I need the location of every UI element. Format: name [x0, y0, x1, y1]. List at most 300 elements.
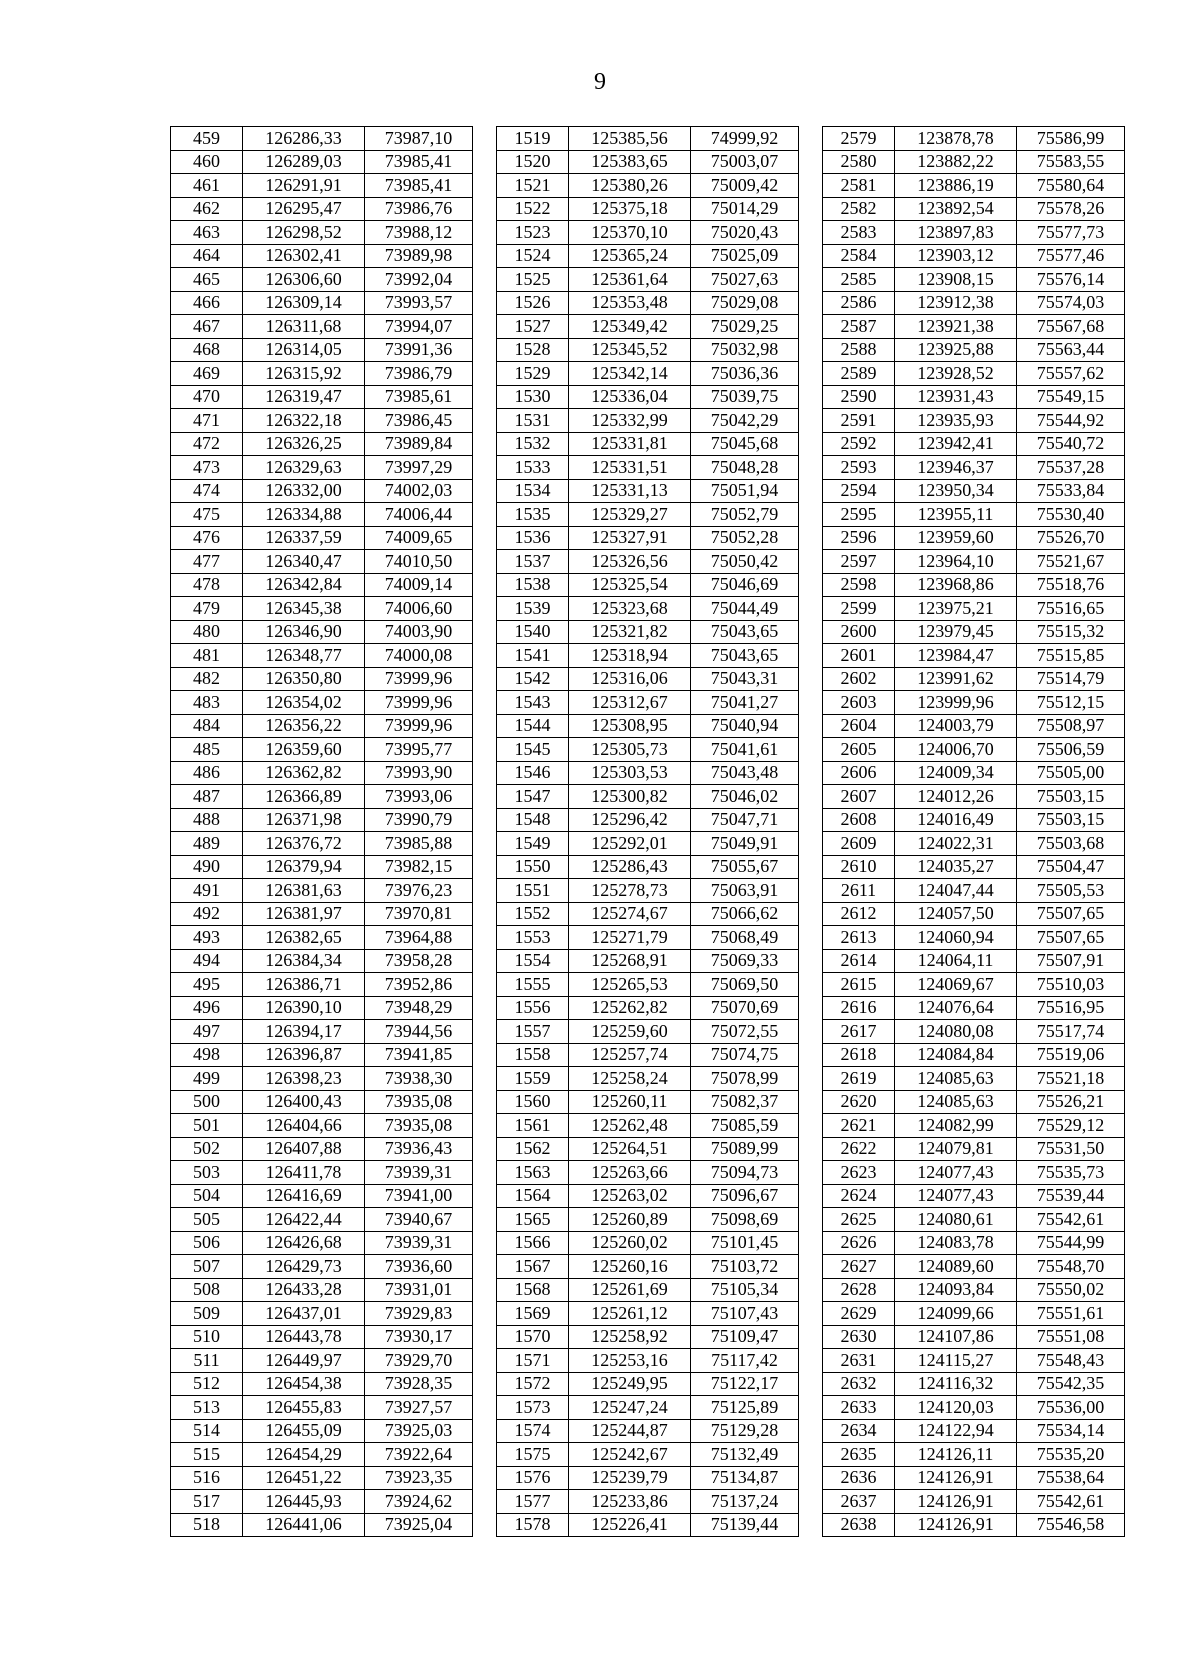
- point-number-cell: 511: [171, 1349, 243, 1373]
- table-row: [171, 221, 1125, 245]
- point-number-cell: 1561: [497, 1114, 569, 1138]
- point-number-cell: 2636: [823, 1466, 895, 1490]
- y-coordinate-cell: 75134,87: [691, 1466, 799, 1490]
- x-coordinate-cell: 126381,97: [243, 902, 365, 926]
- y-coordinate-cell: 75506,59: [1017, 738, 1125, 762]
- column-spacer: [473, 1067, 497, 1091]
- y-coordinate-cell: 73935,08: [365, 1090, 473, 1114]
- point-number-cell: 1546: [497, 761, 569, 785]
- y-coordinate-cell: 75046,69: [691, 573, 799, 597]
- x-coordinate-cell: 123959,60: [895, 526, 1017, 550]
- table-row: [171, 996, 1125, 1020]
- column-spacer: [799, 1137, 823, 1161]
- x-coordinate-cell: 123897,83: [895, 221, 1017, 245]
- column-spacer: [473, 926, 497, 950]
- table-row: [171, 597, 1125, 621]
- table-row: [171, 503, 1125, 527]
- point-number-cell: 473: [171, 456, 243, 480]
- x-coordinate-cell: 123955,11: [895, 503, 1017, 527]
- x-coordinate-cell: 125375,18: [569, 197, 691, 221]
- y-coordinate-cell: 74006,44: [365, 503, 473, 527]
- y-coordinate-cell: 73931,01: [365, 1278, 473, 1302]
- column-spacer: [799, 1184, 823, 1208]
- point-number-cell: 1576: [497, 1466, 569, 1490]
- x-coordinate-cell: 125257,74: [569, 1043, 691, 1067]
- y-coordinate-cell: 73929,70: [365, 1349, 473, 1373]
- column-spacer: [473, 1020, 497, 1044]
- point-number-cell: 507: [171, 1255, 243, 1279]
- column-spacer: [473, 456, 497, 480]
- column-spacer: [799, 738, 823, 762]
- y-coordinate-cell: 75139,44: [691, 1513, 799, 1537]
- coordinates-table-body: [171, 127, 1125, 1537]
- point-number-cell: 1550: [497, 855, 569, 879]
- table-row: [171, 761, 1125, 785]
- x-coordinate-cell: 125312,67: [569, 691, 691, 715]
- point-number-cell: 2624: [823, 1184, 895, 1208]
- point-number-cell: 1523: [497, 221, 569, 245]
- y-coordinate-cell: 75129,28: [691, 1419, 799, 1443]
- y-coordinate-cell: 74000,08: [365, 644, 473, 668]
- y-coordinate-cell: 75055,67: [691, 855, 799, 879]
- point-number-cell: 1544: [497, 714, 569, 738]
- y-coordinate-cell: 75029,25: [691, 315, 799, 339]
- column-spacer: [799, 432, 823, 456]
- point-number-cell: 486: [171, 761, 243, 785]
- point-number-cell: 1531: [497, 409, 569, 433]
- x-coordinate-cell: 125331,81: [569, 432, 691, 456]
- x-coordinate-cell: 125262,48: [569, 1114, 691, 1138]
- y-coordinate-cell: 75040,94: [691, 714, 799, 738]
- y-coordinate-cell: 75050,42: [691, 550, 799, 574]
- y-coordinate-cell: 73986,45: [365, 409, 473, 433]
- x-coordinate-cell: 126356,22: [243, 714, 365, 738]
- column-spacer: [799, 150, 823, 174]
- point-number-cell: 489: [171, 832, 243, 856]
- y-coordinate-cell: 73940,67: [365, 1208, 473, 1232]
- column-spacer: [799, 1419, 823, 1443]
- y-coordinate-cell: 75542,61: [1017, 1490, 1125, 1514]
- y-coordinate-cell: 75533,84: [1017, 479, 1125, 503]
- y-coordinate-cell: 75507,65: [1017, 902, 1125, 926]
- x-coordinate-cell: 124089,60: [895, 1255, 1017, 1279]
- point-number-cell: 502: [171, 1137, 243, 1161]
- point-number-cell: 500: [171, 1090, 243, 1114]
- table-row: [171, 1114, 1125, 1138]
- y-coordinate-cell: 75539,44: [1017, 1184, 1125, 1208]
- column-spacer: [473, 573, 497, 597]
- point-number-cell: 505: [171, 1208, 243, 1232]
- point-number-cell: 2579: [823, 127, 895, 151]
- table-row: [171, 973, 1125, 997]
- point-number-cell: 478: [171, 573, 243, 597]
- point-number-cell: 1536: [497, 526, 569, 550]
- y-coordinate-cell: 75557,62: [1017, 362, 1125, 386]
- column-spacer: [799, 1090, 823, 1114]
- y-coordinate-cell: 73986,76: [365, 197, 473, 221]
- y-coordinate-cell: 75574,03: [1017, 291, 1125, 315]
- column-spacer: [473, 738, 497, 762]
- column-spacer: [799, 127, 823, 151]
- point-number-cell: 1542: [497, 667, 569, 691]
- point-number-cell: 1558: [497, 1043, 569, 1067]
- column-spacer: [473, 597, 497, 621]
- x-coordinate-cell: 125263,66: [569, 1161, 691, 1185]
- point-number-cell: 2588: [823, 338, 895, 362]
- column-spacer: [473, 644, 497, 668]
- point-number-cell: 2607: [823, 785, 895, 809]
- y-coordinate-cell: 75529,12: [1017, 1114, 1125, 1138]
- x-coordinate-cell: 125264,51: [569, 1137, 691, 1161]
- point-number-cell: 2589: [823, 362, 895, 386]
- x-coordinate-cell: 124126,91: [895, 1513, 1017, 1537]
- y-coordinate-cell: 75549,15: [1017, 385, 1125, 409]
- point-number-cell: 1552: [497, 902, 569, 926]
- column-spacer: [473, 620, 497, 644]
- x-coordinate-cell: 124085,63: [895, 1090, 1017, 1114]
- column-spacer: [473, 526, 497, 550]
- x-coordinate-cell: 126454,29: [243, 1443, 365, 1467]
- table-row: [171, 1278, 1125, 1302]
- x-coordinate-cell: 126394,17: [243, 1020, 365, 1044]
- column-spacer: [799, 832, 823, 856]
- table-row: [171, 1184, 1125, 1208]
- x-coordinate-cell: 123878,78: [895, 127, 1017, 151]
- table-row: [171, 949, 1125, 973]
- y-coordinate-cell: 75096,67: [691, 1184, 799, 1208]
- point-number-cell: 2593: [823, 456, 895, 480]
- x-coordinate-cell: 125242,67: [569, 1443, 691, 1467]
- y-coordinate-cell: 74009,14: [365, 573, 473, 597]
- point-number-cell: 1564: [497, 1184, 569, 1208]
- x-coordinate-cell: 126309,14: [243, 291, 365, 315]
- x-coordinate-cell: 125342,14: [569, 362, 691, 386]
- table-row: [171, 1372, 1125, 1396]
- column-spacer: [473, 973, 497, 997]
- table-row: [171, 573, 1125, 597]
- column-spacer: [799, 1349, 823, 1373]
- point-number-cell: 1525: [497, 268, 569, 292]
- y-coordinate-cell: 75020,43: [691, 221, 799, 245]
- point-number-cell: 1573: [497, 1396, 569, 1420]
- y-coordinate-cell: 74010,50: [365, 550, 473, 574]
- column-spacer: [473, 1278, 497, 1302]
- column-spacer: [799, 597, 823, 621]
- y-coordinate-cell: 75515,85: [1017, 644, 1125, 668]
- column-spacer: [799, 973, 823, 997]
- table-row: [171, 1490, 1125, 1514]
- x-coordinate-cell: 126337,59: [243, 526, 365, 550]
- y-coordinate-cell: 75066,62: [691, 902, 799, 926]
- column-spacer: [473, 808, 497, 832]
- y-coordinate-cell: 73939,31: [365, 1161, 473, 1185]
- table-row: [171, 244, 1125, 268]
- point-number-cell: 1522: [497, 197, 569, 221]
- column-spacer: [473, 1419, 497, 1443]
- x-coordinate-cell: 126295,47: [243, 197, 365, 221]
- y-coordinate-cell: 75069,50: [691, 973, 799, 997]
- x-coordinate-cell: 126384,34: [243, 949, 365, 973]
- point-number-cell: 1539: [497, 597, 569, 621]
- y-coordinate-cell: 75032,98: [691, 338, 799, 362]
- point-number-cell: 480: [171, 620, 243, 644]
- point-number-cell: 494: [171, 949, 243, 973]
- y-coordinate-cell: 75538,64: [1017, 1466, 1125, 1490]
- y-coordinate-cell: 75027,63: [691, 268, 799, 292]
- table-row: [171, 808, 1125, 832]
- x-coordinate-cell: 125260,16: [569, 1255, 691, 1279]
- point-number-cell: 2600: [823, 620, 895, 644]
- y-coordinate-cell: 75014,29: [691, 197, 799, 221]
- y-coordinate-cell: 75544,92: [1017, 409, 1125, 433]
- x-coordinate-cell: 126449,97: [243, 1349, 365, 1373]
- column-spacer: [473, 1137, 497, 1161]
- y-coordinate-cell: 75098,69: [691, 1208, 799, 1232]
- y-coordinate-cell: 75132,49: [691, 1443, 799, 1467]
- point-number-cell: 2582: [823, 197, 895, 221]
- x-coordinate-cell: 124077,43: [895, 1161, 1017, 1185]
- point-number-cell: 1570: [497, 1325, 569, 1349]
- column-spacer: [473, 832, 497, 856]
- table-row: [171, 479, 1125, 503]
- y-coordinate-cell: 75521,18: [1017, 1067, 1125, 1091]
- column-spacer: [473, 1513, 497, 1537]
- column-spacer: [473, 785, 497, 809]
- column-spacer: [799, 1325, 823, 1349]
- point-number-cell: 475: [171, 503, 243, 527]
- point-number-cell: 1556: [497, 996, 569, 1020]
- x-coordinate-cell: 126379,94: [243, 855, 365, 879]
- column-spacer: [799, 855, 823, 879]
- column-spacer: [799, 996, 823, 1020]
- point-number-cell: 2599: [823, 597, 895, 621]
- point-number-cell: 496: [171, 996, 243, 1020]
- x-coordinate-cell: 124060,94: [895, 926, 1017, 950]
- x-coordinate-cell: 125316,06: [569, 667, 691, 691]
- y-coordinate-cell: 75512,15: [1017, 691, 1125, 715]
- table-row: [171, 926, 1125, 950]
- column-spacer: [473, 667, 497, 691]
- table-row: [171, 1466, 1125, 1490]
- y-coordinate-cell: 75535,20: [1017, 1443, 1125, 1467]
- point-number-cell: 499: [171, 1067, 243, 1091]
- x-coordinate-cell: 123921,38: [895, 315, 1017, 339]
- x-coordinate-cell: 126454,38: [243, 1372, 365, 1396]
- x-coordinate-cell: 125263,02: [569, 1184, 691, 1208]
- point-number-cell: 2634: [823, 1419, 895, 1443]
- x-coordinate-cell: 124099,66: [895, 1302, 1017, 1326]
- point-number-cell: 1549: [497, 832, 569, 856]
- point-number-cell: 2621: [823, 1114, 895, 1138]
- table-row: [171, 1231, 1125, 1255]
- column-spacer: [799, 503, 823, 527]
- point-number-cell: 2616: [823, 996, 895, 1020]
- point-number-cell: 2629: [823, 1302, 895, 1326]
- y-coordinate-cell: 75504,47: [1017, 855, 1125, 879]
- x-coordinate-cell: 126334,88: [243, 503, 365, 527]
- column-spacer: [473, 855, 497, 879]
- point-number-cell: 2617: [823, 1020, 895, 1044]
- point-number-cell: 479: [171, 597, 243, 621]
- y-coordinate-cell: 75047,71: [691, 808, 799, 832]
- y-coordinate-cell: 75580,64: [1017, 174, 1125, 198]
- column-spacer: [473, 197, 497, 221]
- x-coordinate-cell: 126346,90: [243, 620, 365, 644]
- y-coordinate-cell: 74003,90: [365, 620, 473, 644]
- x-coordinate-cell: 125274,67: [569, 902, 691, 926]
- y-coordinate-cell: 75536,00: [1017, 1396, 1125, 1420]
- column-spacer: [473, 1349, 497, 1373]
- table-row: [171, 456, 1125, 480]
- point-number-cell: 476: [171, 526, 243, 550]
- y-coordinate-cell: 75070,69: [691, 996, 799, 1020]
- column-spacer: [799, 1372, 823, 1396]
- point-number-cell: 491: [171, 879, 243, 903]
- column-spacer: [799, 879, 823, 903]
- y-coordinate-cell: 73987,10: [365, 127, 473, 151]
- point-number-cell: 2598: [823, 573, 895, 597]
- column-spacer: [799, 1396, 823, 1420]
- column-spacer: [473, 1325, 497, 1349]
- y-coordinate-cell: 75510,03: [1017, 973, 1125, 997]
- table-row: [171, 127, 1125, 151]
- x-coordinate-cell: 126322,18: [243, 409, 365, 433]
- x-coordinate-cell: 126348,77: [243, 644, 365, 668]
- column-spacer: [473, 1043, 497, 1067]
- y-coordinate-cell: 75109,47: [691, 1325, 799, 1349]
- y-coordinate-cell: 75535,73: [1017, 1161, 1125, 1185]
- y-coordinate-cell: 75521,67: [1017, 550, 1125, 574]
- point-number-cell: 1534: [497, 479, 569, 503]
- column-spacer: [473, 949, 497, 973]
- table-row: [171, 1255, 1125, 1279]
- point-number-cell: 466: [171, 291, 243, 315]
- x-coordinate-cell: 123931,43: [895, 385, 1017, 409]
- x-coordinate-cell: 126291,91: [243, 174, 365, 198]
- page-number: 9: [594, 69, 606, 95]
- x-coordinate-cell: 126332,00: [243, 479, 365, 503]
- table-row: [171, 902, 1125, 926]
- x-coordinate-cell: 126441,06: [243, 1513, 365, 1537]
- point-number-cell: 471: [171, 409, 243, 433]
- y-coordinate-cell: 75041,27: [691, 691, 799, 715]
- column-spacer: [799, 902, 823, 926]
- point-number-cell: 515: [171, 1443, 243, 1467]
- point-number-cell: 498: [171, 1043, 243, 1067]
- y-coordinate-cell: 74999,92: [691, 127, 799, 151]
- y-coordinate-cell: 75103,72: [691, 1255, 799, 1279]
- column-spacer: [799, 479, 823, 503]
- point-number-cell: 1562: [497, 1137, 569, 1161]
- x-coordinate-cell: 126396,87: [243, 1043, 365, 1067]
- y-coordinate-cell: 75508,97: [1017, 714, 1125, 738]
- point-number-cell: 506: [171, 1231, 243, 1255]
- x-coordinate-cell: 123964,10: [895, 550, 1017, 574]
- y-coordinate-cell: 75544,99: [1017, 1231, 1125, 1255]
- x-coordinate-cell: 124064,11: [895, 949, 1017, 973]
- y-coordinate-cell: 73993,57: [365, 291, 473, 315]
- column-spacer: [473, 268, 497, 292]
- x-coordinate-cell: 126455,09: [243, 1419, 365, 1443]
- y-coordinate-cell: 73985,41: [365, 174, 473, 198]
- x-coordinate-cell: 123979,45: [895, 620, 1017, 644]
- table-row: [171, 691, 1125, 715]
- y-coordinate-cell: 73938,30: [365, 1067, 473, 1091]
- column-spacer: [473, 338, 497, 362]
- y-coordinate-cell: 75567,68: [1017, 315, 1125, 339]
- y-coordinate-cell: 75125,89: [691, 1396, 799, 1420]
- x-coordinate-cell: 126366,89: [243, 785, 365, 809]
- x-coordinate-cell: 126371,98: [243, 808, 365, 832]
- x-coordinate-cell: 125226,41: [569, 1513, 691, 1537]
- point-number-cell: 1527: [497, 315, 569, 339]
- column-spacer: [799, 785, 823, 809]
- point-number-cell: 1554: [497, 949, 569, 973]
- point-number-cell: 2615: [823, 973, 895, 997]
- y-coordinate-cell: 73982,15: [365, 855, 473, 879]
- y-coordinate-cell: 75101,45: [691, 1231, 799, 1255]
- column-spacer: [799, 926, 823, 950]
- y-coordinate-cell: 75085,59: [691, 1114, 799, 1138]
- x-coordinate-cell: 125361,64: [569, 268, 691, 292]
- point-number-cell: 504: [171, 1184, 243, 1208]
- y-coordinate-cell: 75519,06: [1017, 1043, 1125, 1067]
- table-row: [171, 879, 1125, 903]
- x-coordinate-cell: 125303,53: [569, 761, 691, 785]
- x-coordinate-cell: 126298,52: [243, 221, 365, 245]
- point-number-cell: 1557: [497, 1020, 569, 1044]
- y-coordinate-cell: 75082,37: [691, 1090, 799, 1114]
- y-coordinate-cell: 73985,61: [365, 385, 473, 409]
- y-coordinate-cell: 75052,79: [691, 503, 799, 527]
- point-number-cell: 1541: [497, 644, 569, 668]
- table-row: [171, 1443, 1125, 1467]
- y-coordinate-cell: 75534,14: [1017, 1419, 1125, 1443]
- y-coordinate-cell: 75063,91: [691, 879, 799, 903]
- point-number-cell: 2626: [823, 1231, 895, 1255]
- point-number-cell: 2613: [823, 926, 895, 950]
- y-coordinate-cell: 74006,60: [365, 597, 473, 621]
- y-coordinate-cell: 75551,61: [1017, 1302, 1125, 1326]
- y-coordinate-cell: 75074,75: [691, 1043, 799, 1067]
- point-number-cell: 493: [171, 926, 243, 950]
- point-number-cell: 1572: [497, 1372, 569, 1396]
- x-coordinate-cell: 125258,92: [569, 1325, 691, 1349]
- x-coordinate-cell: 125260,89: [569, 1208, 691, 1232]
- x-coordinate-cell: 126398,23: [243, 1067, 365, 1091]
- y-coordinate-cell: 75577,73: [1017, 221, 1125, 245]
- table-row: [171, 1090, 1125, 1114]
- y-coordinate-cell: 75530,40: [1017, 503, 1125, 527]
- point-number-cell: 2635: [823, 1443, 895, 1467]
- x-coordinate-cell: 126326,25: [243, 432, 365, 456]
- column-spacer: [473, 1208, 497, 1232]
- x-coordinate-cell: 126407,88: [243, 1137, 365, 1161]
- y-coordinate-cell: 75117,42: [691, 1349, 799, 1373]
- point-number-cell: 468: [171, 338, 243, 362]
- x-coordinate-cell: 125262,82: [569, 996, 691, 1020]
- x-coordinate-cell: 123999,96: [895, 691, 1017, 715]
- x-coordinate-cell: 125318,94: [569, 644, 691, 668]
- column-spacer: [799, 1231, 823, 1255]
- y-coordinate-cell: 73995,77: [365, 738, 473, 762]
- table-row: [171, 1043, 1125, 1067]
- y-coordinate-cell: 75537,28: [1017, 456, 1125, 480]
- x-coordinate-cell: 126400,43: [243, 1090, 365, 1114]
- x-coordinate-cell: 125353,48: [569, 291, 691, 315]
- x-coordinate-cell: 126354,02: [243, 691, 365, 715]
- point-number-cell: 2623: [823, 1161, 895, 1185]
